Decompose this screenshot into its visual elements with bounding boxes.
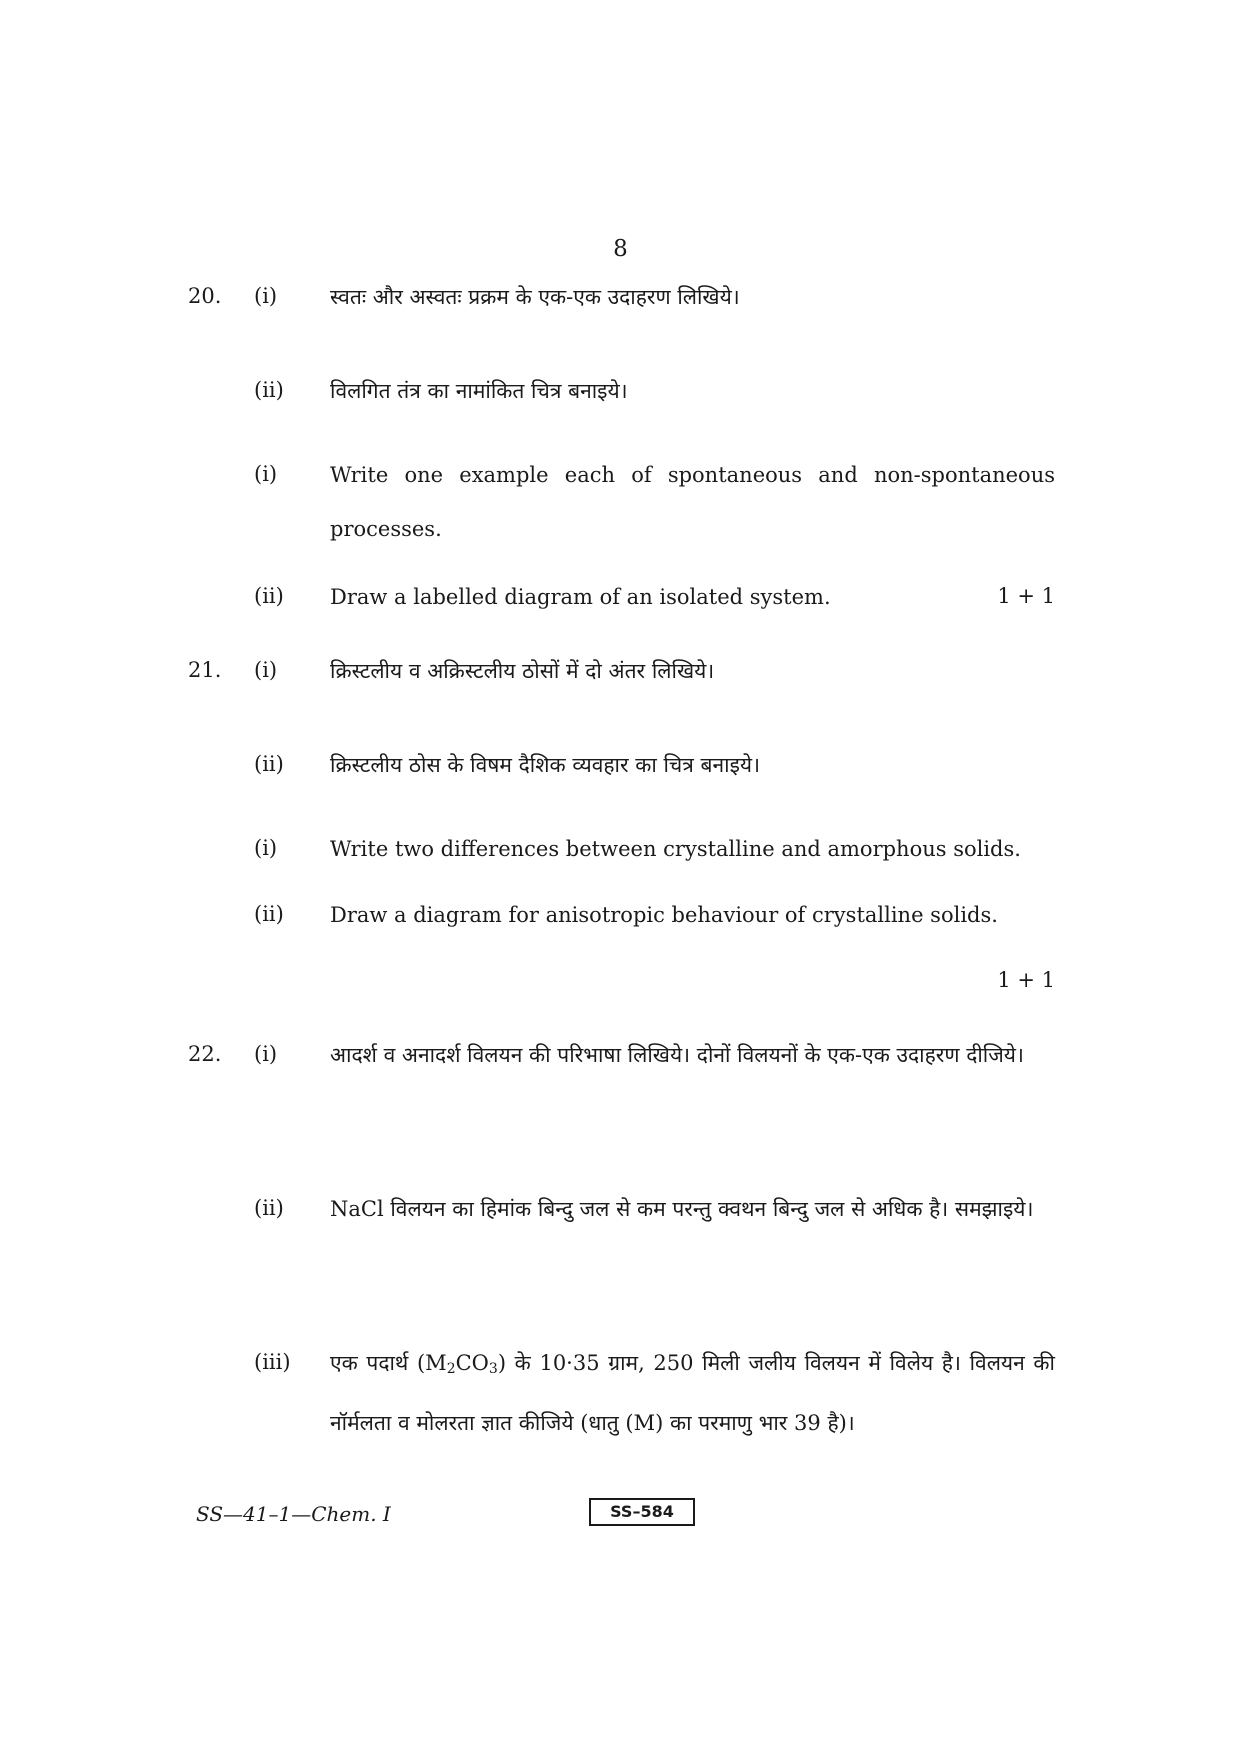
question-text: Draw a diagram for anisotropic behaviour of crystalline solids. — [330, 903, 998, 927]
question-text: क्रिस्टलीय ठोस के विषम दैशिक व्यवहार का चित्र बनाइये। — [330, 753, 761, 777]
question-text: एक पदार्थ $(M_2CO_3)$ के 10·35 ग्राम, 250 मिली जलीय विलयन में विलेय है। विलयन की नॉर्मलता व मोलरता ज्ञात कीजिये (धातु (M) का परमाणु भार 39 है)। — [330, 1351, 1055, 1435]
part-label: (ii) — [254, 902, 284, 926]
marks: 1 + 1 — [997, 584, 1055, 608]
marks: 1 + 1 — [997, 968, 1055, 992]
question-number: 20. — [188, 284, 222, 308]
question-text: NaCl विलयन का हिमांक बिन्दु जल से कम परन्तु क्वथन बिन्दु जल से अधिक है। समझाइये। — [330, 1197, 1034, 1221]
part-label: (ii) — [254, 1196, 284, 1220]
part-label: (ii) — [254, 584, 284, 608]
paper-badge: SS–584 — [589, 1498, 695, 1526]
question-text: विलगित तंत्र का नामांकित चित्र बनाइये। — [330, 379, 628, 403]
question-text: आदर्श व अनादर्श विलयन की परिभाषा लिखिये। दोनों विलयनों के एक-एक उदाहरण दीजिये। — [330, 1043, 1024, 1067]
part-label: (ii) — [254, 378, 284, 402]
part-label: (i) — [254, 1042, 278, 1066]
part-label: (i) — [254, 462, 278, 486]
question-text: Write one example each of spontaneous and non-spontaneous processes. — [330, 463, 1055, 541]
question-number: 21. — [188, 658, 222, 682]
question-number: 22. — [188, 1042, 222, 1066]
question-text: Draw a labelled diagram of an isolated system. — [330, 585, 831, 609]
part-label: (i) — [254, 658, 278, 682]
page-number: 8 — [613, 236, 628, 262]
part-label: (ii) — [254, 752, 284, 776]
paper-code: SS—41–1—Chem. I — [196, 1502, 391, 1526]
part-label: (iii) — [254, 1350, 291, 1374]
question-text: क्रिस्टलीय व अक्रिस्टलीय ठोसों में दो अंतर लिखिये। — [330, 659, 715, 683]
question-text: स्वतः और अस्वतः प्रक्रम के एक-एक उदाहरण लिखिये। — [330, 285, 740, 309]
part-label: (i) — [254, 836, 278, 860]
part-label: (i) — [254, 284, 278, 308]
question-text: Write two differences between crystalline and amorphous solids. — [330, 837, 1021, 861]
